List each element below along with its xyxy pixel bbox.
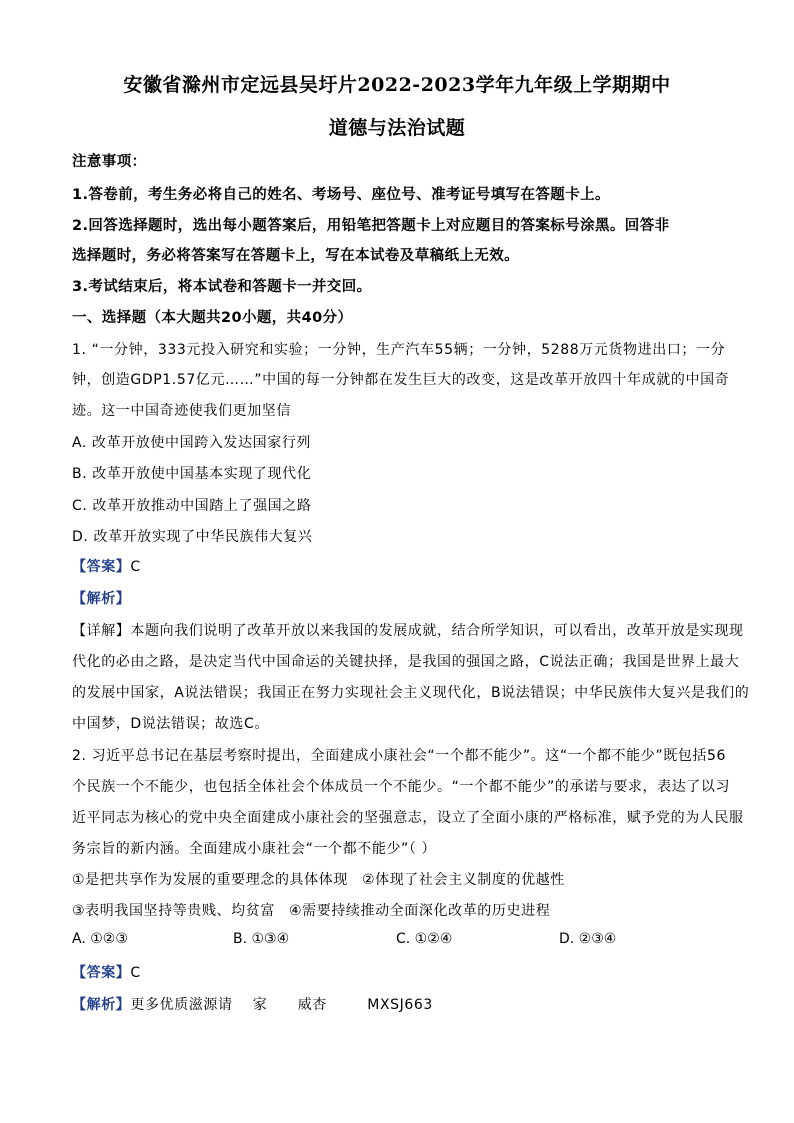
- q1-stem: 1. “一分钟，333元投入研究和实验；一分钟，生产汽车55辆；一分钟，5288万元货物进出口；一分: [72, 342, 726, 358]
- q1-stem-2: 钟，创造GDP1.57亿元……”中国的每一分钟都在发生巨大的改变，这是改革开放四十年成就的中国奇: [72, 372, 730, 388]
- q2-statement-4: ④需要持续推动全面深化改革的历史进程: [288, 903, 551, 919]
- q2-statements-row-2: [72, 900, 732, 920]
- q1-stem-3: 迹。这一中国奇迹使我们更加坚信: [72, 403, 291, 419]
- q1-detail-4: 中国梦，D说法错误；故选C。: [72, 716, 269, 732]
- exam-title: 安徽省滁州市定远县吴圩片2022-2023学年九年级上学期期中: [123, 74, 671, 96]
- notice-item-1: 1.答卷前，考生务必将自己的姓名、考场号、座位号、准考证号填写在答题卡上。: [72, 187, 610, 203]
- section-heading: 一、选择题（本大题共20小题，共40分）: [72, 310, 353, 326]
- q2-stem-2: 个民族一个不能少，也包括全体社会个体成员一个不能少。“一个都不能少”的承诺与要求，表达了以习: [72, 779, 731, 795]
- q1-option-a: A. 改革开放使中国跨入发达国家行列: [72, 435, 312, 451]
- q1-detail-3: 的发展中国家，A说法错误；我国正在努力实现社会主义现代化，B说法错误；中华民族伟大复兴是我们的: [72, 685, 750, 701]
- analysis-text: 更多优质滋源请 家 威杏 MXSJ663: [130, 997, 433, 1013]
- notice-item-2: 2.回答选择题时，选出每小题答案后，用铅笔把答题卡上对应题目的答案标号涂黑。回答非: [72, 218, 670, 234]
- q2-option-b: B. ①③④: [233, 931, 290, 947]
- q2-statements-row-1: [72, 869, 732, 889]
- q2-stem: 2. 习近平总书记在基层考察时提出，全面建成小康社会“一个都不能少”。这“一个都不能少”既包括56: [72, 748, 727, 764]
- q2-answer: [72, 962, 732, 982]
- q2-statement-3: ③表明我国坚持等贵贱、均贫富: [72, 903, 275, 919]
- analysis-tag: 【解析】: [72, 591, 131, 607]
- q1-detail: [72, 620, 744, 640]
- q2-option-c: C. ①②④: [396, 931, 453, 947]
- answer-value: C: [130, 559, 141, 575]
- notice-item-2-cont: 选择题时，务必将答案写在答题卡上，写在本试卷及草稿纸上无效。: [72, 248, 519, 264]
- detail-text: 本题向我们说明了改革开放以来我国的发展成就，结合所学知识，可以看出，改革开放是实现现: [130, 623, 744, 639]
- q2-stem-4: 务宗旨的新内涵。全面建成小康社会“一个都不能少”（ ）: [72, 841, 437, 857]
- q1-option-c: C. 改革开放推动中国踏上了强国之路: [72, 498, 312, 514]
- q1-detail-2: 代化的必由之路，是决定当代中国命运的关键抉择，是我国的强国之路，C说法正确；我国是世界上最大: [72, 654, 740, 670]
- q2-stem-3: 近平同志为核心的党中央全面建成小康社会的坚强意志，设立了全面小康的严格标准，赋予党的为人民服: [72, 810, 744, 826]
- q1-analysis: [72, 588, 732, 608]
- q1-option-b: B. 改革开放使中国基本实现了现代化: [72, 466, 312, 482]
- analysis-tag: 【解析】: [72, 997, 131, 1013]
- answer-tag: 【答案】: [72, 965, 131, 981]
- q2-analysis: [72, 994, 732, 1014]
- q1-answer: [72, 556, 732, 576]
- detail-tag: 【详解】: [72, 623, 131, 639]
- exam-subtitle: 道德与法治试题: [328, 117, 466, 139]
- q1-option-d: D. 改革开放实现了中华民族伟大复兴: [72, 529, 313, 545]
- q2-option-d: D. ②③④: [559, 931, 617, 947]
- q2-statement-1: ①是把共享作为发展的重要理念的具体体现: [72, 872, 348, 888]
- q2-statement-2: ②体现了社会主义制度的优越性: [361, 872, 565, 888]
- notice-heading: 注意事项：: [72, 154, 147, 170]
- notice-item-3: 3.考试结束后，将本试卷和答题卡一并交回。: [72, 279, 372, 295]
- q2-option-a: A. ①②③: [72, 931, 128, 947]
- answer-tag: 【答案】: [72, 559, 131, 575]
- answer-value: C: [130, 965, 141, 981]
